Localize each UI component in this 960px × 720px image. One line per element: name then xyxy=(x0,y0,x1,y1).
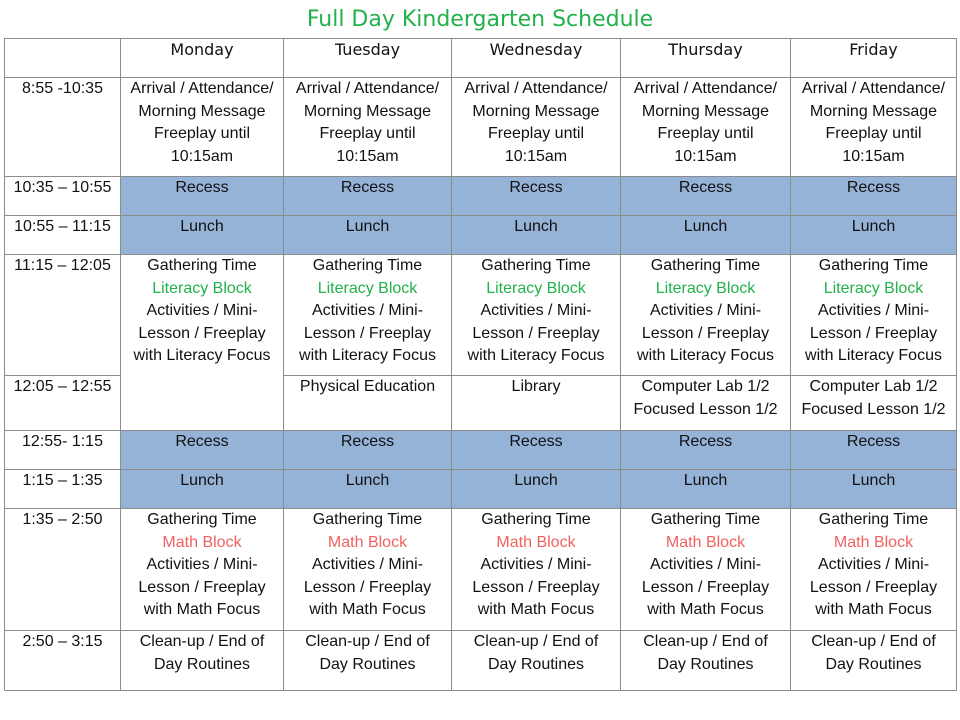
recess-cell: Recess xyxy=(121,431,284,470)
row-arrival xyxy=(5,78,957,177)
special-text: Computer Lab 1/2 xyxy=(809,378,938,395)
activity-line: Activities / Mini- xyxy=(817,556,930,573)
gathering-text: Gathering Time xyxy=(481,511,591,528)
arrival-cell xyxy=(284,78,452,177)
closing-cell xyxy=(621,631,791,691)
literacy-cell xyxy=(452,255,621,376)
gathering-text: Gathering Time xyxy=(818,257,929,274)
arrival-line: 10:15am xyxy=(674,147,737,165)
lunch-cell: Lunch xyxy=(791,216,957,255)
activity-line: Activities / Mini- xyxy=(649,302,762,319)
day-wednesday: Wednesday xyxy=(452,39,621,78)
special-text: Focused Lesson 1/2 xyxy=(801,400,946,418)
closing-cell xyxy=(121,631,284,691)
activity-line: Activities / Mini- xyxy=(311,556,424,573)
arrival-line: Morning Message xyxy=(472,102,600,120)
arrival-line: 10:15am xyxy=(504,147,568,165)
row-lunch-morning xyxy=(5,216,957,255)
arrival-line: Arrival / Attendance/ xyxy=(801,80,946,97)
closing-line: Day Routines xyxy=(319,655,416,673)
time-label: 12:55- 1:15 xyxy=(5,431,121,470)
closing-line: Clean-up / End of xyxy=(811,633,936,650)
arrival-line: Freeplay until xyxy=(153,125,251,142)
corner-cell xyxy=(5,39,121,78)
arrival-line: Arrival / Attendance/ xyxy=(464,80,608,97)
gathering-text: Gathering Time xyxy=(818,511,929,528)
lunch-cell: Lunch xyxy=(121,216,284,255)
activity-line: Lesson / Freeplay xyxy=(809,578,938,596)
literacy-block-text: Literacy Block xyxy=(486,279,586,297)
special-text: Computer Lab 1/2 xyxy=(641,378,770,395)
gathering-text: Gathering Time xyxy=(481,257,591,274)
recess-cell: Recess xyxy=(284,431,452,470)
time-label: 1:15 – 1:35 xyxy=(5,470,121,509)
schedule-table xyxy=(4,38,957,691)
special-cell-wednesday xyxy=(452,376,621,431)
recess-cell: Recess xyxy=(791,177,957,216)
lunch-cell: Lunch xyxy=(621,216,791,255)
activity-line: Activities / Mini- xyxy=(146,556,258,573)
closing-line: Clean-up / End of xyxy=(305,633,430,650)
activity-line: with Literacy Focus xyxy=(805,347,942,364)
activity-line: Lesson / Freeplay xyxy=(303,324,432,342)
lunch-cell: Lunch xyxy=(284,470,452,509)
activity-line: Activities / Mini- xyxy=(480,556,592,573)
closing-line: Clean-up / End of xyxy=(473,633,599,650)
day-monday: Monday xyxy=(121,39,284,78)
activity-line: Activities / Mini- xyxy=(649,556,762,573)
math-cell xyxy=(284,509,452,631)
time-label: 8:55 -10:35 xyxy=(5,78,121,177)
arrival-line: Arrival / Attendance/ xyxy=(130,80,274,97)
row-math xyxy=(5,509,957,631)
arrival-cell xyxy=(121,78,284,177)
arrival-line: 10:15am xyxy=(170,147,234,165)
literacy-block-text: Literacy Block xyxy=(655,279,756,297)
recess-cell: Recess xyxy=(452,431,621,470)
math-cell xyxy=(121,509,284,631)
literacy-cell-monday xyxy=(121,255,284,431)
schedule-title: Full Day Kindergarten Schedule xyxy=(306,7,654,32)
recess-cell: Recess xyxy=(284,177,452,216)
activity-line: Lesson / Freeplay xyxy=(809,324,938,342)
math-block-text: Math Block xyxy=(327,533,408,551)
activity-line: with Math Focus xyxy=(309,601,426,618)
closing-line: Clean-up / End of xyxy=(139,633,265,650)
closing-line: Day Routines xyxy=(657,655,754,673)
time-label: 12:05 – 12:55 xyxy=(5,376,121,431)
row-lunch-afternoon xyxy=(5,470,957,509)
recess-cell: Recess xyxy=(121,177,284,216)
literacy-cell xyxy=(621,255,791,376)
arrival-line: Freeplay until xyxy=(487,125,585,142)
recess-cell: Recess xyxy=(452,177,621,216)
math-block-text: Math Block xyxy=(833,533,914,551)
activity-line: Lesson / Freeplay xyxy=(138,324,266,342)
arrival-line: Morning Message xyxy=(809,102,938,120)
lunch-cell: Lunch xyxy=(452,216,621,255)
math-cell xyxy=(621,509,791,631)
arrival-line: 10:15am xyxy=(336,147,399,165)
arrival-line: Freeplay until xyxy=(319,125,416,142)
recess-cell: Recess xyxy=(791,431,957,470)
gathering-text: Gathering Time xyxy=(147,257,257,274)
closing-line: Day Routines xyxy=(487,655,585,673)
gathering-text: Gathering Time xyxy=(650,257,761,274)
lunch-cell: Lunch xyxy=(791,470,957,509)
activity-line: Activities / Mini- xyxy=(146,302,258,319)
arrival-line: Arrival / Attendance/ xyxy=(633,80,778,97)
arrival-line: Freeplay until xyxy=(657,125,754,142)
closing-line: Day Routines xyxy=(153,655,251,673)
arrival-line: Arrival / Attendance/ xyxy=(295,80,440,97)
activity-line: with Literacy Focus xyxy=(467,347,605,364)
literacy-cell xyxy=(791,255,957,376)
row-recess-afternoon xyxy=(5,431,957,470)
closing-line: Day Routines xyxy=(825,655,922,673)
time-label: 10:55 – 11:15 xyxy=(5,216,121,255)
time-label: 11:15 – 12:05 xyxy=(5,255,121,376)
lunch-cell: Lunch xyxy=(621,470,791,509)
activity-line: Lesson / Freeplay xyxy=(303,578,432,596)
literacy-block-text: Literacy Block xyxy=(152,279,252,297)
activity-line: Activities / Mini- xyxy=(480,302,592,319)
activity-line: with Math Focus xyxy=(143,601,261,618)
special-cell-thursday xyxy=(621,376,791,431)
math-cell xyxy=(791,509,957,631)
activity-line: Lesson / Freeplay xyxy=(641,578,770,596)
day-thursday: Thursday xyxy=(621,39,791,78)
time-label: 1:35 – 2:50 xyxy=(5,509,121,631)
activity-line: Activities / Mini- xyxy=(817,302,930,319)
time-label: 10:35 – 10:55 xyxy=(5,177,121,216)
header-row xyxy=(5,39,957,78)
closing-line: Clean-up / End of xyxy=(643,633,768,650)
row-recess-morning xyxy=(5,177,957,216)
activity-line: with Math Focus xyxy=(477,601,595,618)
math-cell xyxy=(452,509,621,631)
literacy-block-text: Literacy Block xyxy=(317,279,418,297)
row-literacy xyxy=(5,255,957,376)
arrival-line: 10:15am xyxy=(842,147,905,165)
arrival-line: Morning Message xyxy=(138,102,266,120)
activity-line: with Literacy Focus xyxy=(299,347,436,364)
day-tuesday: Tuesday xyxy=(284,39,452,78)
math-block-text: Math Block xyxy=(665,533,746,551)
gathering-text: Gathering Time xyxy=(312,257,423,274)
special-text: Library xyxy=(511,378,561,395)
literacy-block-text: Literacy Block xyxy=(823,279,924,297)
gathering-text: Gathering Time xyxy=(650,511,761,528)
activity-line: Lesson / Freeplay xyxy=(138,578,266,596)
row-closing xyxy=(5,631,957,691)
closing-cell xyxy=(791,631,957,691)
math-block-text: Math Block xyxy=(162,533,242,551)
gathering-text: Gathering Time xyxy=(147,511,257,528)
arrival-line: Morning Message xyxy=(641,102,770,120)
closing-cell xyxy=(284,631,452,691)
lunch-cell: Lunch xyxy=(284,216,452,255)
activity-line: Lesson / Freeplay xyxy=(641,324,770,342)
math-block-text: Math Block xyxy=(496,533,576,551)
activity-line: with Literacy Focus xyxy=(637,347,774,364)
lunch-cell: Lunch xyxy=(452,470,621,509)
special-text: Physical Education xyxy=(299,378,436,395)
arrival-line: Freeplay until xyxy=(825,125,922,142)
special-cell-friday xyxy=(791,376,957,431)
activity-line: with Literacy Focus xyxy=(133,347,271,364)
time-label: 2:50 – 3:15 xyxy=(5,631,121,691)
special-text: Focused Lesson 1/2 xyxy=(633,400,778,418)
recess-cell: Recess xyxy=(621,177,791,216)
activity-line: Lesson / Freeplay xyxy=(472,578,600,596)
day-friday: Friday xyxy=(791,39,957,78)
activity-line: Activities / Mini- xyxy=(311,302,424,319)
special-cell-tuesday xyxy=(284,376,452,431)
activity-line: with Math Focus xyxy=(647,601,764,618)
arrival-line: Morning Message xyxy=(303,102,432,120)
activity-line: Lesson / Freeplay xyxy=(472,324,600,342)
literacy-cell xyxy=(284,255,452,376)
gathering-text: Gathering Time xyxy=(312,511,423,528)
closing-cell xyxy=(452,631,621,691)
recess-cell: Recess xyxy=(621,431,791,470)
arrival-cell xyxy=(621,78,791,177)
arrival-cell xyxy=(791,78,957,177)
activity-line: with Math Focus xyxy=(815,601,932,618)
arrival-cell xyxy=(452,78,621,177)
lunch-cell: Lunch xyxy=(121,470,284,509)
